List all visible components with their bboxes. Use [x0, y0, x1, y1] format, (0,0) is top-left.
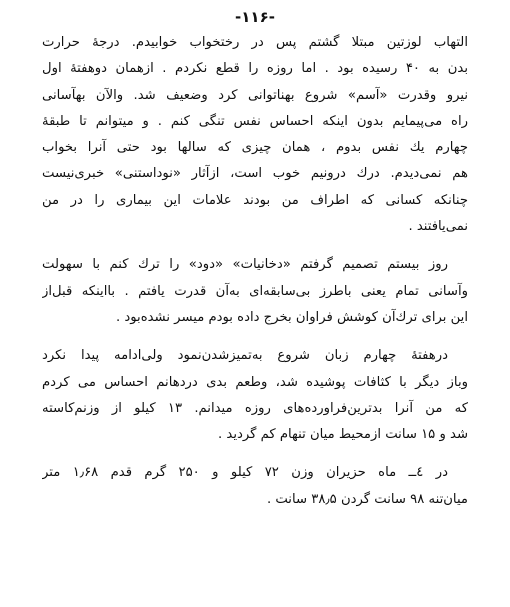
- paragraph-2: [42, 252, 468, 331]
- paragraph-gap: [42, 240, 468, 252]
- text-line: شد و ۱۵ سانت ازمحیط میان تنهام کم گردید .: [218, 427, 468, 443]
- text-line: بدن به ۴۰ رسیده بود . اما روزه را قطع نکردم . ازهمان دوهفتهٔ اول: [42, 61, 468, 77]
- page-number: -۱۱۶-: [235, 8, 275, 26]
- text-line: درهفتهٔ چهارم زبان شروع به‌تمیزشدن‌نمود ولی‌ادامه پیدا نکرد: [42, 348, 448, 364]
- paragraph-3: [42, 343, 468, 448]
- text-line: راه می‌پیمایم بدون اینکه احساس نفس تنگی کنم . و میتوانم تا طبقهٔ: [42, 113, 468, 129]
- text-line: میان‌تنه ۹۸ سانت گردن ۳۸٫۵ سانت .: [266, 491, 468, 507]
- text-line: وباز دیگر با کثافات پوشیده شد، وطعم بدی دردهانم احساس می کردم: [42, 374, 468, 390]
- text-line: التهاب لوزتین مبتلا گشتم پس در رختخواب خوابیدم. درجهٔ حرارت: [42, 35, 468, 50]
- paragraph-1: [42, 30, 468, 240]
- text-line: این برای ترك‌آن کوشش فراوان بخرج داده بودم میسر نشده‌بود .: [115, 309, 468, 325]
- text-line: چهارم یك نفس بدوم ، همان چیزی که سالها بود حتی آنرا بخواب: [42, 140, 468, 156]
- text-line: هم نمی‌دیدم. درك درونیم خوب است، ازآثار «نوداستنی» خبری‌نیست: [42, 166, 468, 182]
- text-line: روز بیستم تصمیم گرفتم «دخانیات» «دود» را ترك کنم با سهولت: [42, 257, 448, 273]
- text-line: نیرو وقدرت «آسم» شروع بهناتوانی کرد وضعیف شد. والآن بهآسانی: [42, 87, 468, 103]
- text-line: که من آنرا بدترین‌فراورده‌های روزه میدانم. ۱۳ کیلو از وزنم‌کاسته: [42, 400, 468, 416]
- text-line: وآسانی تمام یعنی باطرز بی‌سابقه‌ای به‌آن قدرت یافتم . بااینکه قبل‌از: [42, 283, 468, 299]
- paragraph-gap: [42, 448, 468, 460]
- paragraph-gap: [42, 331, 468, 343]
- paragraph-4: [42, 460, 468, 513]
- text-line: در ٤ــ ماه حزیران وزن ۷۲ کیلو و ۲۵۰ گرم قدم ۱٫۶۸ متر: [42, 465, 448, 481]
- text-line: چنانکه کسانی که اطراف من بودند علامات این بیماری را در من: [42, 192, 468, 208]
- text-line: نمی‌یافتند .: [408, 219, 468, 235]
